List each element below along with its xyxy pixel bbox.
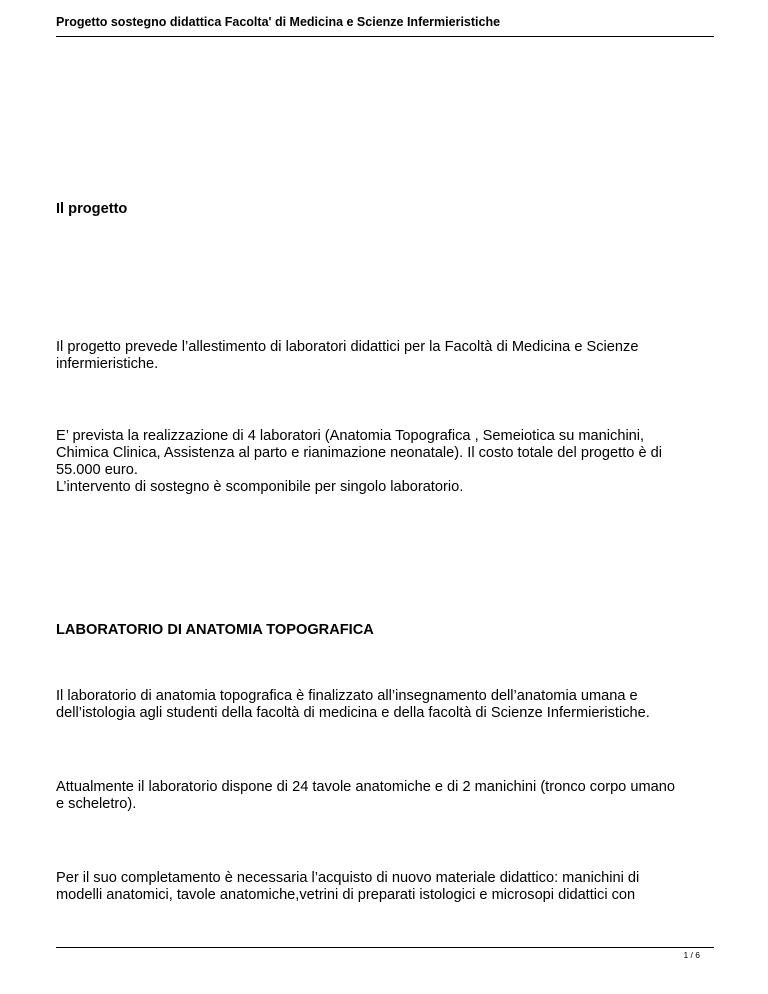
project-details-paragraph [56, 428, 716, 496]
lab-heading: LABORATORIO DI ANATOMIA TOPOGRAFICA [56, 622, 374, 638]
paragraph-line: Il laboratorio di anatomia topografica è finalizzato all’insegnamento dell’anatomia umana e [56, 688, 638, 704]
lab-purpose-paragraph [56, 688, 716, 722]
lab-completion-paragraph [56, 870, 716, 904]
paragraph-line: e scheletro). [56, 796, 137, 812]
paragraph-line: L’intervento di sostegno è scomponibile per singolo laboratorio. [56, 479, 464, 495]
lab-current-paragraph [56, 779, 716, 813]
paragraph-line: Il progetto prevede l’allestimento di laboratori didattici per la Facoltà di Medicina e Scienze [56, 339, 639, 355]
document-title: Progetto sostegno didattica Facolta' di Medicina e Scienze Infermieristiche [56, 15, 501, 29]
page-number: 1 / 6 [683, 950, 700, 960]
paragraph-line: Attualmente il laboratorio dispone di 24 tavole anatomiche e di 2 manichini (tronco corpo umano [56, 779, 675, 795]
page-header [56, 14, 714, 37]
paragraph-line: 55.000 euro. [56, 462, 138, 478]
paragraph-line: infermieristiche. [56, 356, 159, 372]
paragraph-line: Chimica Clinica, Assistenza al parto e rianimazione neonatale). Il costo totale del progetto è di [56, 445, 662, 461]
project-intro-paragraph [56, 339, 716, 373]
paragraph-line: E’ prevista la realizzazione di 4 laboratori (Anatomia Topografica , Semeiotica su manichini, [56, 428, 645, 444]
paragraph-line: Per il suo completamento è necessaria l’acquisto di nuovo materiale didattico: manichini di [56, 870, 640, 886]
project-heading: Il progetto [56, 201, 128, 217]
paragraph-line: dell’istologia agli studenti della facoltà di medicina e della facoltà di Scienze Infermieristiche. [56, 705, 650, 721]
footer-divider [56, 947, 714, 948]
paragraph-line: modelli anatomici, tavole anatomiche,vetrini di preparati istologici e microsopi didattici con [56, 887, 636, 903]
